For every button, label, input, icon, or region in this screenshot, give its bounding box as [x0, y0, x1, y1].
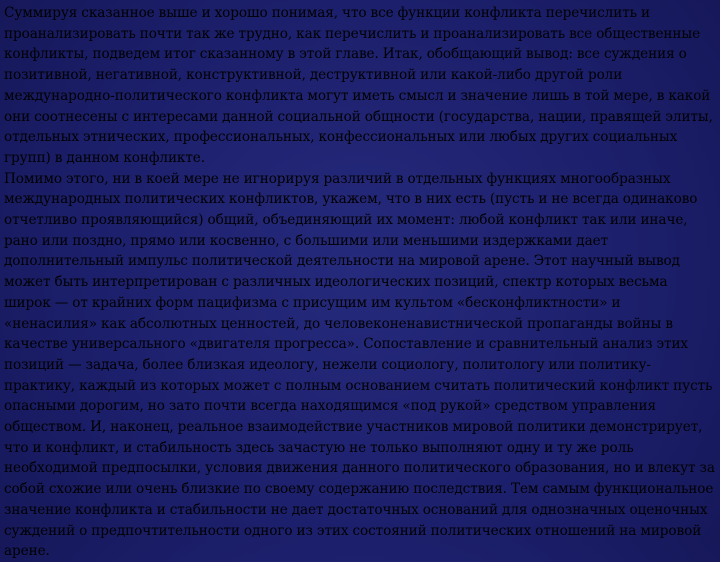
- paragraph-summary: Суммируя сказанное выше и хорошо понимая, что все функции конфликта перечислить и проанализировать почти так же трудно, как перечислить и проанализировать все общественные конфликты, подведем итог сказанному в этой главе. Итак, обобщающий вывод: все суждения о позитивной, негативной, конструктивной, деструктивной или какой-либо другой роли международно-политического конфликта могут иметь смысл и значение лишь в той мере, в какой они соотнесены с интересами данной социальной общности (государства, нации, правящей элиты, отдельных этнических, профессиональных, конфессиональных или любых других социальных групп) в данном конфликте.: [4, 5, 713, 166]
- slide-body-text: [4, 3, 716, 562]
- paragraph-conclusion: Помимо этого, ни в коей мере не игнорируя различий в отдельных функциях многообразных международных политических конфликтов, укажем, что в них есть (пусть и не всегда одинаково отчетливо проявляющийся) общий, объединяющий их момент: любой конфликт так или иначе, рано или поздно, прямо или косвенно, с большими или меньшими издержками дает дополнительный импульс политической деятельности на мировой арене. Этот научный вывод может быть интерпретирован с различных идеологических позиций, спектр которых весьма широк — от крайних форм пацифизма с присущим им культом «бесконфликтности» и «ненасилия» как абсолютных ценностей, до человеконенавистнической пропаганды войны в качестве универсального «двигателя прогресса». Сопоставление и сравнительный анализ этих позиций — задача, более близкая идеологу, нежели социологу, политологу или политику-практику, каждый из которых может с полным основанием считать политический конфликт пусть опасными дорогим, но зато почти всегда находящимся «под рукой» средством управления обществом. И, наконец, реальное взаимодействие участников мировой политики демонстрирует, что и конфликт, и стабильность здесь зачастую не только выполняют одну и ту же роль необходимой предпосылки, условия движения данного политического образования, но и влекут за собой схожие или очень близкие по своему содержанию последствия. Тем самым функциональное значение конфликта и стабильности не дает достаточных оснований для однозначных оценочных суждений о предпочтительности одного из этих состояний политических отношений на мировой арене.: [4, 170, 715, 560]
